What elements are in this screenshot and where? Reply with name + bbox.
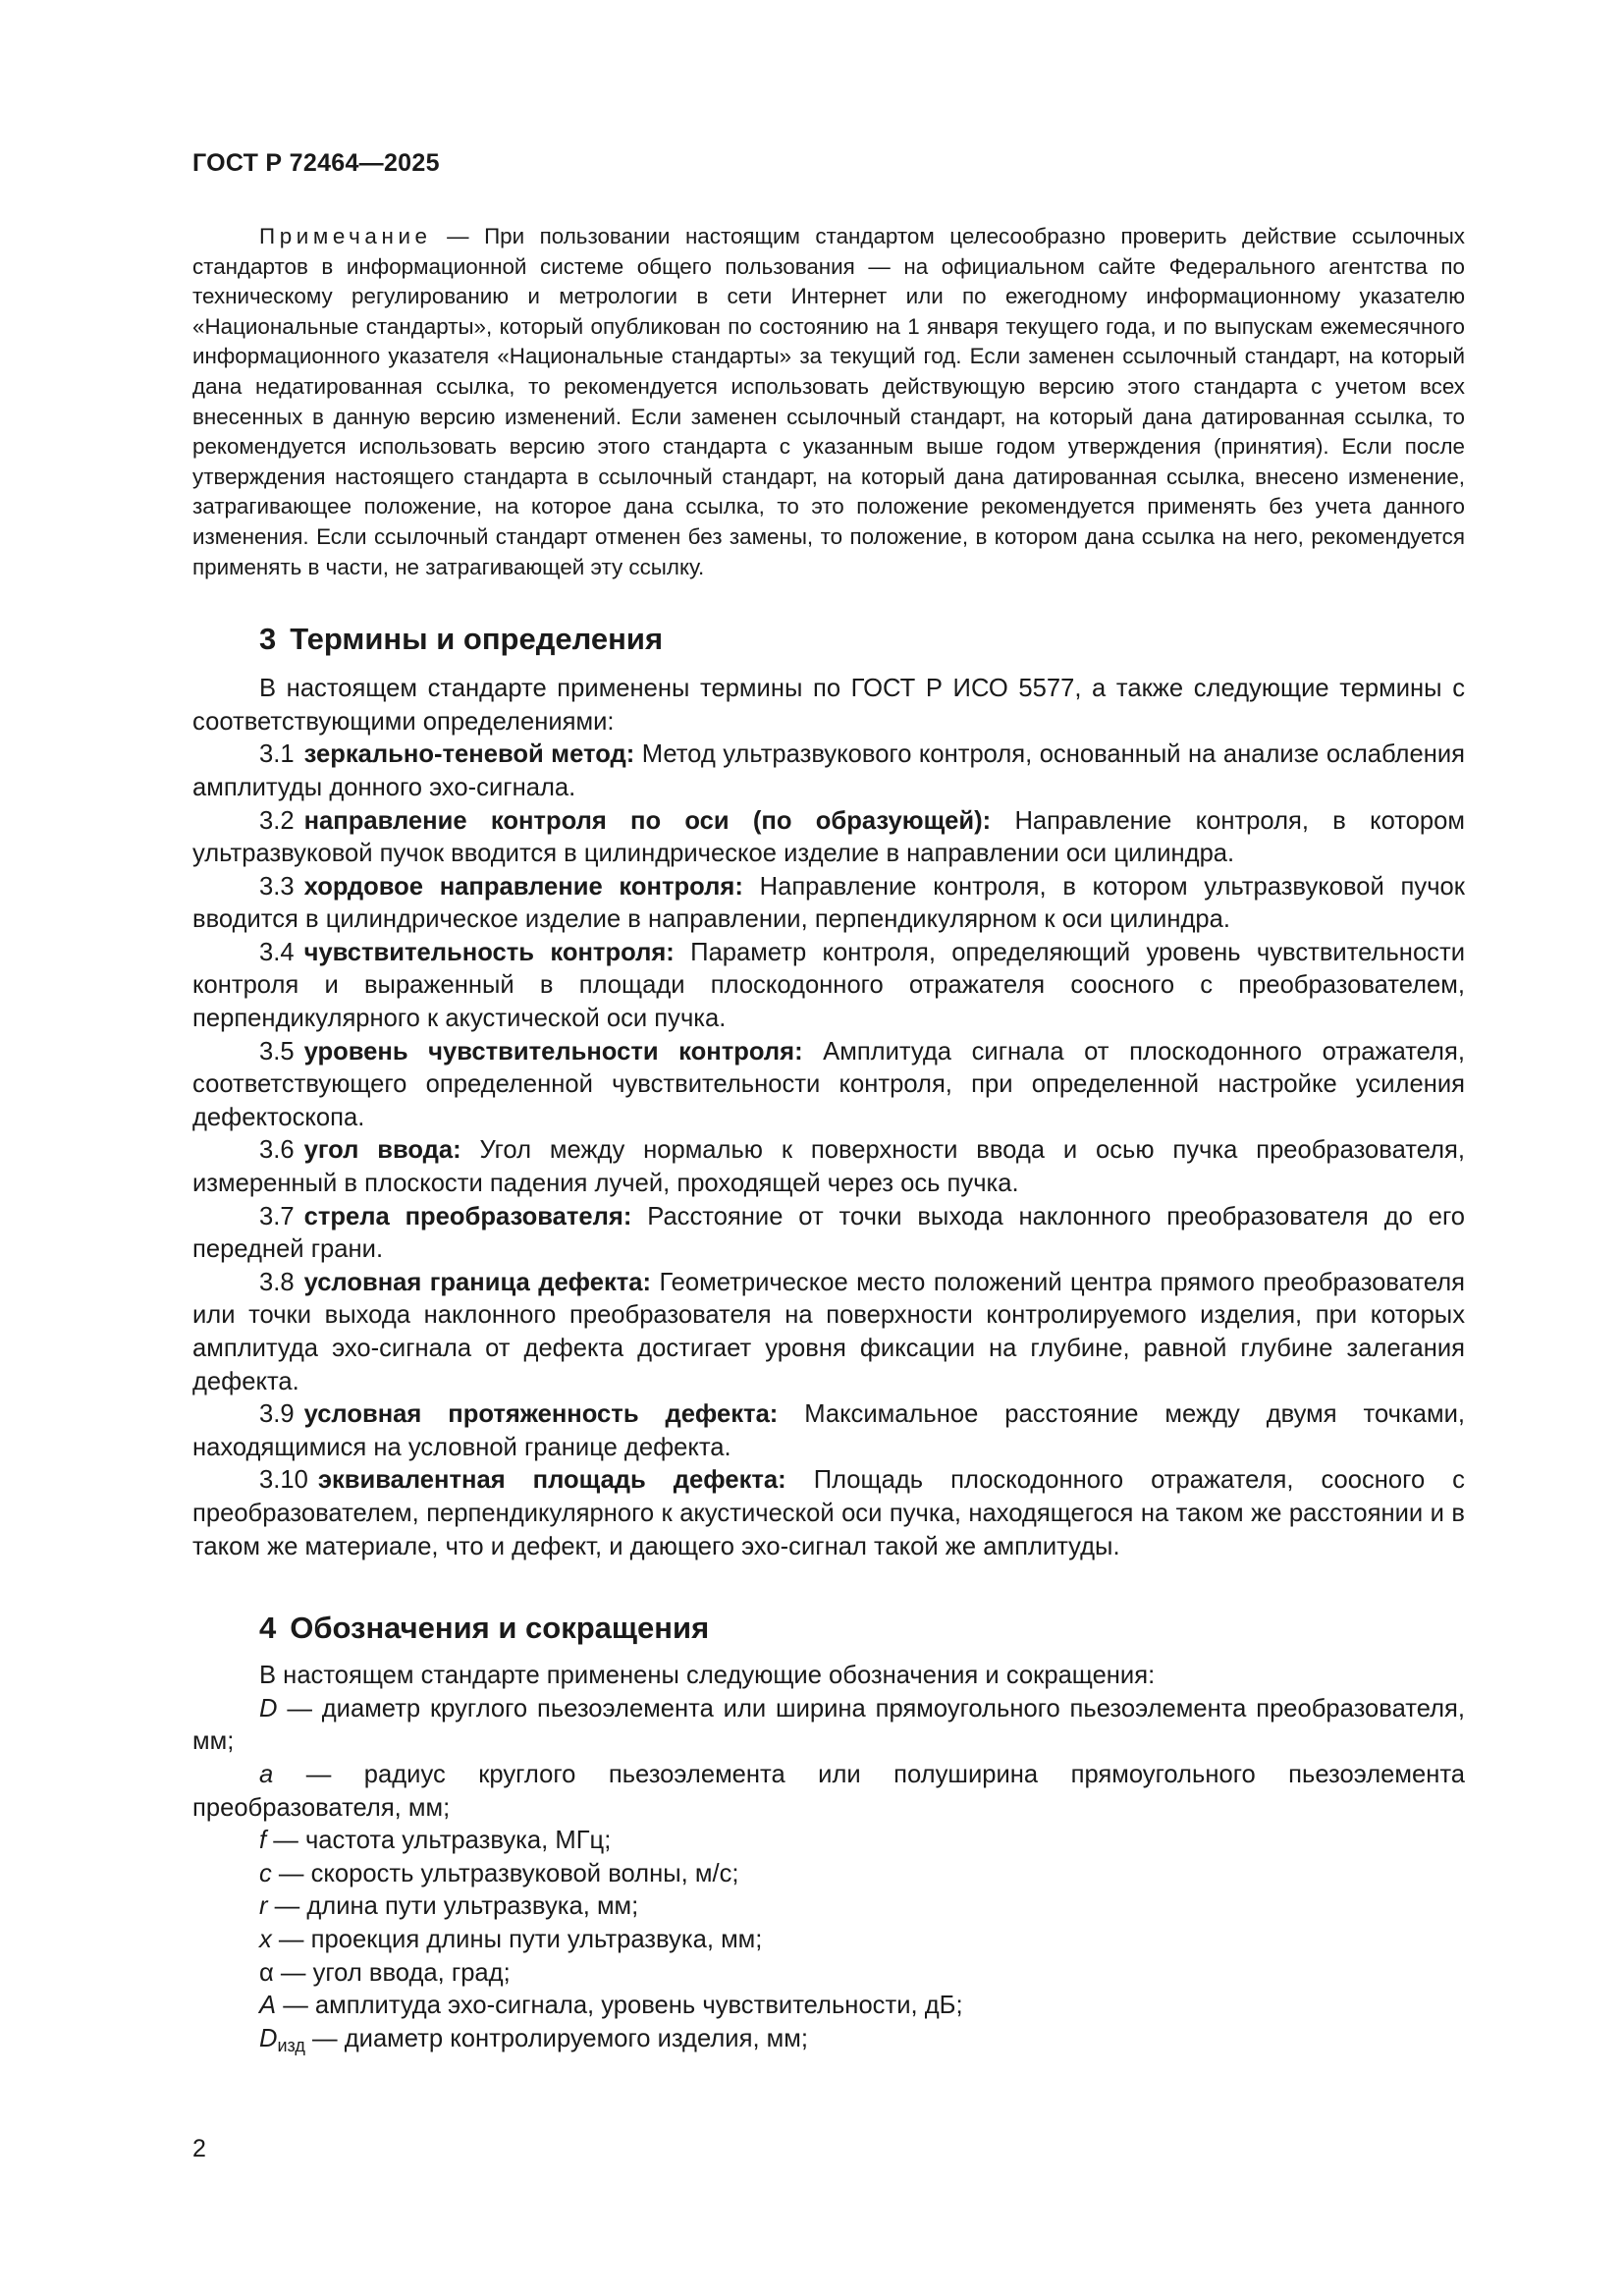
section-title: Термины и определения bbox=[290, 622, 664, 657]
symbol-item bbox=[192, 1693, 1465, 1759]
term-definition: Направление контроля, в котором ультразвуковой пучок вводится в цилиндрическое изделие в направлении, перпендикулярном к оси цилиндра. bbox=[192, 872, 1465, 934]
symbol: A bbox=[259, 1992, 277, 2020]
symbol: f bbox=[259, 1827, 267, 1855]
term-number: 3.10 bbox=[259, 1466, 308, 1495]
term-name: зеркально-теневой метод: bbox=[303, 740, 635, 769]
term-number: 3.8 bbox=[259, 1268, 295, 1296]
term-definition: Направление контроля, в котором ультразвуковой пучок вводится в цилиндрическое изделие в направлении оси цилиндра. bbox=[192, 806, 1465, 868]
term-definition: Площадь плоскодонного отражателя, соосного с преобразователем, перпендикулярного к акустической оси пучка, находящегося на таком же расстоянии и в таком же материале, что и дефект, и дающего эхо-сигнал такой же амплитуды. bbox=[192, 1466, 1465, 1560]
symbol: α bbox=[259, 1958, 274, 1987]
term-number: 3.9 bbox=[259, 1400, 295, 1429]
term-number: 3.3 bbox=[259, 872, 295, 901]
term-number: 3.4 bbox=[259, 938, 295, 966]
term-name: чувствительность контроля: bbox=[303, 938, 675, 966]
term-3-2 bbox=[192, 805, 1465, 871]
symbol: a bbox=[259, 1760, 274, 1788]
symbol-base: D bbox=[259, 2024, 278, 2052]
term-number: 3.5 bbox=[259, 1037, 295, 1066]
section-4-intro: В настоящем стандарте применены следующие обозначения и сокращения: bbox=[259, 1662, 1156, 1690]
symbol: c bbox=[259, 1859, 272, 1887]
term-3-7 bbox=[192, 1201, 1465, 1267]
term-number: 3.2 bbox=[259, 806, 295, 835]
section-number: 3 bbox=[259, 622, 277, 657]
term-definition: Максимальное расстояние между двумя точками, находящимися на условной границе дефекта. bbox=[192, 1400, 1465, 1461]
term-3-3 bbox=[192, 871, 1465, 937]
symbol bbox=[259, 2024, 305, 2055]
term-3-6 bbox=[192, 1134, 1465, 1200]
symbols-list bbox=[192, 1693, 1465, 2056]
symbol-definition: — радиус круглого пьезоэлемента или полуширина прямоугольного пьезоэлемента преобразователя, мм; bbox=[192, 1760, 1466, 1822]
symbol: x bbox=[259, 1925, 272, 1953]
term-definition: Амплитуда сигнала от плоскодонного отражателя, соответствующего определенной чувствительности контроля, при определенной настройке усиления дефектоскопа. bbox=[192, 1037, 1465, 1131]
term-3-1 bbox=[192, 738, 1465, 804]
symbol-item bbox=[192, 1825, 1465, 1858]
term-definition: Расстояние от точки выхода наклонного преобразователя до его передней грани. bbox=[192, 1202, 1465, 1264]
term-definition: Параметр контроля, определяющий уровень чувствительности контроля и выраженный в площади плоскодонного отражателя соосного с преобразователем, перпендикулярного к акустической оси пучка. bbox=[192, 938, 1465, 1033]
term-3-9 bbox=[192, 1398, 1465, 1464]
term-number: 3.6 bbox=[259, 1136, 295, 1165]
term-3-4 bbox=[192, 937, 1465, 1036]
symbol-item bbox=[192, 2023, 1465, 2056]
symbol-definition: — диаметр круглого пьезоэлемента или ширина прямоугольного пьезоэлемента преобразователя, мм; bbox=[192, 1694, 1465, 1756]
symbol-item bbox=[192, 1759, 1465, 1825]
symbol: r bbox=[259, 1892, 268, 1921]
terms-list bbox=[192, 738, 1465, 1563]
symbol-item bbox=[192, 1890, 1465, 1924]
symbol-subscript: изд bbox=[277, 2035, 305, 2055]
term-definition: Угол между нормалью к поверхности ввода и осью пучка преобразователя, измеренный в плоскости падения лучей, проходящей через ось пучка. bbox=[192, 1136, 1465, 1198]
term-number: 3.7 bbox=[259, 1202, 295, 1230]
term-name: хордовое направление контроля: bbox=[303, 872, 743, 901]
term-3-10 bbox=[192, 1464, 1465, 1563]
symbol-item bbox=[192, 1990, 1465, 2023]
note-paragraph bbox=[192, 222, 1465, 582]
term-name: уровень чувствительности контроля: bbox=[303, 1037, 803, 1066]
symbol-item bbox=[192, 1957, 1465, 1991]
symbol-definition: — амплитуда эхо-сигнала, уровень чувствительности, дБ; bbox=[276, 1992, 963, 2020]
document-content bbox=[192, 222, 1465, 2055]
term-name: условная протяженность дефекта: bbox=[303, 1400, 779, 1429]
section-4-heading bbox=[192, 1609, 1465, 1648]
page-number: 2 bbox=[192, 2135, 206, 2162]
term-definition: Геометрическое место положений центра прямого преобразователя или точки выхода наклонного преобразователя на поверхности контролируемого изделия, при которых амплитуда эхо-сигнала от дефекта достигает уровня фиксации на глубине, равной глубине залегания дефекта. bbox=[192, 1268, 1465, 1395]
document-header: ГОСТ Р 72464—2025 bbox=[192, 149, 440, 177]
term-name: условная граница дефекта: bbox=[303, 1268, 652, 1296]
symbol-item bbox=[192, 1924, 1465, 1957]
term-3-5 bbox=[192, 1036, 1465, 1135]
symbol-definition: — диаметр контролируемого изделия, мм; bbox=[304, 2024, 808, 2052]
section-3-intro: В настоящем стандарте применены термины по ГОСТ Р ИСО 5577, а также следующие термины с соответствующими определениями: bbox=[192, 675, 1465, 736]
term-name: стрела преобразователя: bbox=[303, 1202, 632, 1230]
term-name: эквивалентная площадь дефекта: bbox=[317, 1466, 786, 1495]
symbol: D bbox=[259, 1694, 278, 1722]
symbol-definition: — проекция длины пути ультразвука, мм; bbox=[271, 1925, 763, 1953]
term-number: 3.1 bbox=[259, 740, 295, 769]
term-definition: Метод ультразвукового контроля, основанный на анализе ослабления амплитуды донного эхо-сигнала. bbox=[192, 740, 1465, 801]
symbol-definition: — частота ультразвука, МГц; bbox=[266, 1827, 612, 1855]
term-name: угол ввода: bbox=[303, 1136, 461, 1165]
section-3-heading bbox=[192, 620, 1465, 659]
symbol-definition: — длина пути ультразвука, мм; bbox=[267, 1892, 639, 1921]
symbol-definition: — скорость ультразвуковой волны, м/с; bbox=[271, 1859, 739, 1887]
note-text: — При пользовании настоящим стандартом целесообразно проверить действие ссылочных стандартов в информационной системе общего пользования — на официальном сайте Федерального агентства по техническому регулированию и метрологии в сети Интернет или по ежегодному информационному указателю «Национальные стандарты», который опубликован по состоянию на 1 января текущего года, и по выпускам ежемесячного информационного указателя «Национальные стандарты» за текущий год. Если заменен ссылочный стандарт, на который дана недатированная ссылка, то рекомендуется использовать действующую версию этого стандарта с учетом всех внесенных в данную версию изменений. Если заменен ссылочный стандарт, на который дана датированная ссылка, то рекомендуется использовать версию этого стандарта с указанным выше годом утверждения (принятия). Если после утверждения настоящего стандарта в ссылочный стандарт, на который дана датированная ссылка, внесено изменение, затрагивающее положение, на которое дана ссылка, то это положение рекомендуется применять без учета данного изменения. Если ссылочный стандарт отменен без замены, то положение, в котором дана ссылка на него, рекомендуется применять в части, не затрагивающей эту ссылку. bbox=[192, 224, 1465, 579]
symbol-definition: — угол ввода, град; bbox=[273, 1958, 511, 1987]
symbol-item bbox=[192, 1858, 1465, 1891]
term-name: направление контроля по оси (по образующей): bbox=[303, 806, 992, 835]
term-3-8 bbox=[192, 1267, 1465, 1398]
section-number: 4 bbox=[259, 1611, 277, 1646]
note-label: Примечание bbox=[259, 224, 432, 248]
section-title: Обозначения и сокращения bbox=[290, 1611, 710, 1646]
